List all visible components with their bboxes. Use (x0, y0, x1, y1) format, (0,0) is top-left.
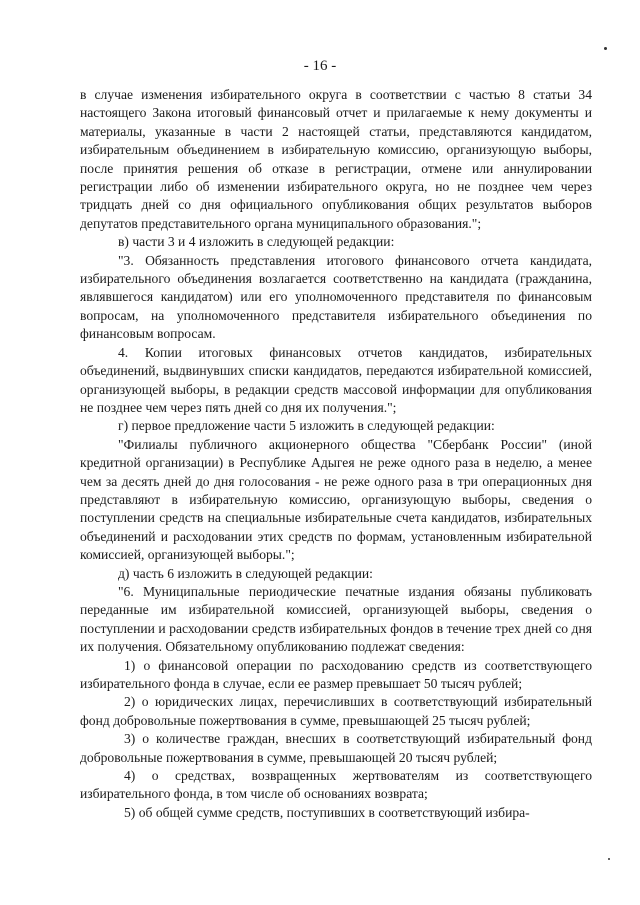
paragraph-2: в) части 3 и 4 изложить в следующей редакции: (118, 234, 395, 250)
paragraph-13: 5) об общей сумме средств, поступивших в соответствующий избира- (124, 804, 530, 820)
paragraph-6: "Филиалы публичного акционерного общества "Сбербанк России" (иной кредитной организации) в Республике Адыгея не реже одного раза в неделю, а менее чем за десять дней до дня голосования - не реже одного раза в три операционных дня представляют в избирательную комиссию, организующую выборы, сведения о поступлении средств на специальные избирательные счета кандидатов, избирательных объединений и расходовании этих средств по формам, установленным избирательной комиссией, организующей выборы."; (80, 436, 592, 563)
paragraph-12: 4) о средствах, возвращенных жертвователям из соответствующего избирательного фонда, в том числе об основаниях возврата; (80, 768, 592, 802)
paragraph-4: 4. Копии итоговых финансовых отчетов кандидатов, избирательных объединений, выдвинувших списки кандидатов, передаются избирательной комиссией, организующей выборы, в редакции средств массовой информации для опубликования не позднее чем через пять дней со дня их получения."; (80, 344, 592, 415)
page-number: - 16 - (303, 58, 337, 74)
paragraph-9: 1) о финансовой операции по расходованию средств из соответствующего избирательного фонда в случае, если ее размер превышает 50 тысяч рублей; (80, 657, 592, 691)
paragraph-10: 2) о юридических лицах, перечисливших в соответствующий избирательный фонд добровольные пожертвования в сумме, превышающей 25 тысяч рублей; (80, 694, 592, 728)
document-body (80, 86, 592, 822)
paragraph-11: 3) о количестве граждан, внесших в соответствующий избирательный фонд добровольные пожертвования в сумме, превышающей 20 тысяч рублей; (80, 731, 592, 765)
paragraph-7: д) часть 6 изложить в следующей редакции: (118, 565, 373, 581)
paragraph-8: "6. Муниципальные периодические печатные издания обязаны публиковать переданные им избирательной комиссией, организующей выборы, сведения о поступлении и расходовании средств избирательных фондов в течение трех дней со дня их получения. Обязательному опубликованию подлежат сведения: (80, 583, 592, 655)
paragraph-1: в случае изменения избирательного округа в соответствии с частью 8 статьи 34 настоящего Закона итоговый финансовый отчет и прилагаемые к нему документы и материалы, указанные в части 2 настоящей статьи, представляются кандидатом, избирательным объединением в избирательную комиссию, организующую выборы, после принятия решения об отказе в регистрации, отмене или аннулировании регистрации либо об изменении избирательного округа, но не позднее чем через тридцать дней со дня официального опубликования общих результатов выборов депутатов представительного органа муниципального образования."; (80, 87, 592, 231)
scan-speck-top (604, 47, 607, 50)
paragraph-3: "3. Обязанность представления итогового финансового отчета кандидата, избирательного объединения возлагается соответственно на кандидата (гражданина, являвшегося кандидатом) или его уполномоченного представителя по финансовым вопросам, на уполномоченного представителя избирательного объединения по финансовым вопросам. (80, 252, 592, 342)
paragraph-5: г) первое предложение части 5 изложить в следующей редакции: (118, 418, 495, 434)
scan-speck-bottom (608, 858, 610, 860)
